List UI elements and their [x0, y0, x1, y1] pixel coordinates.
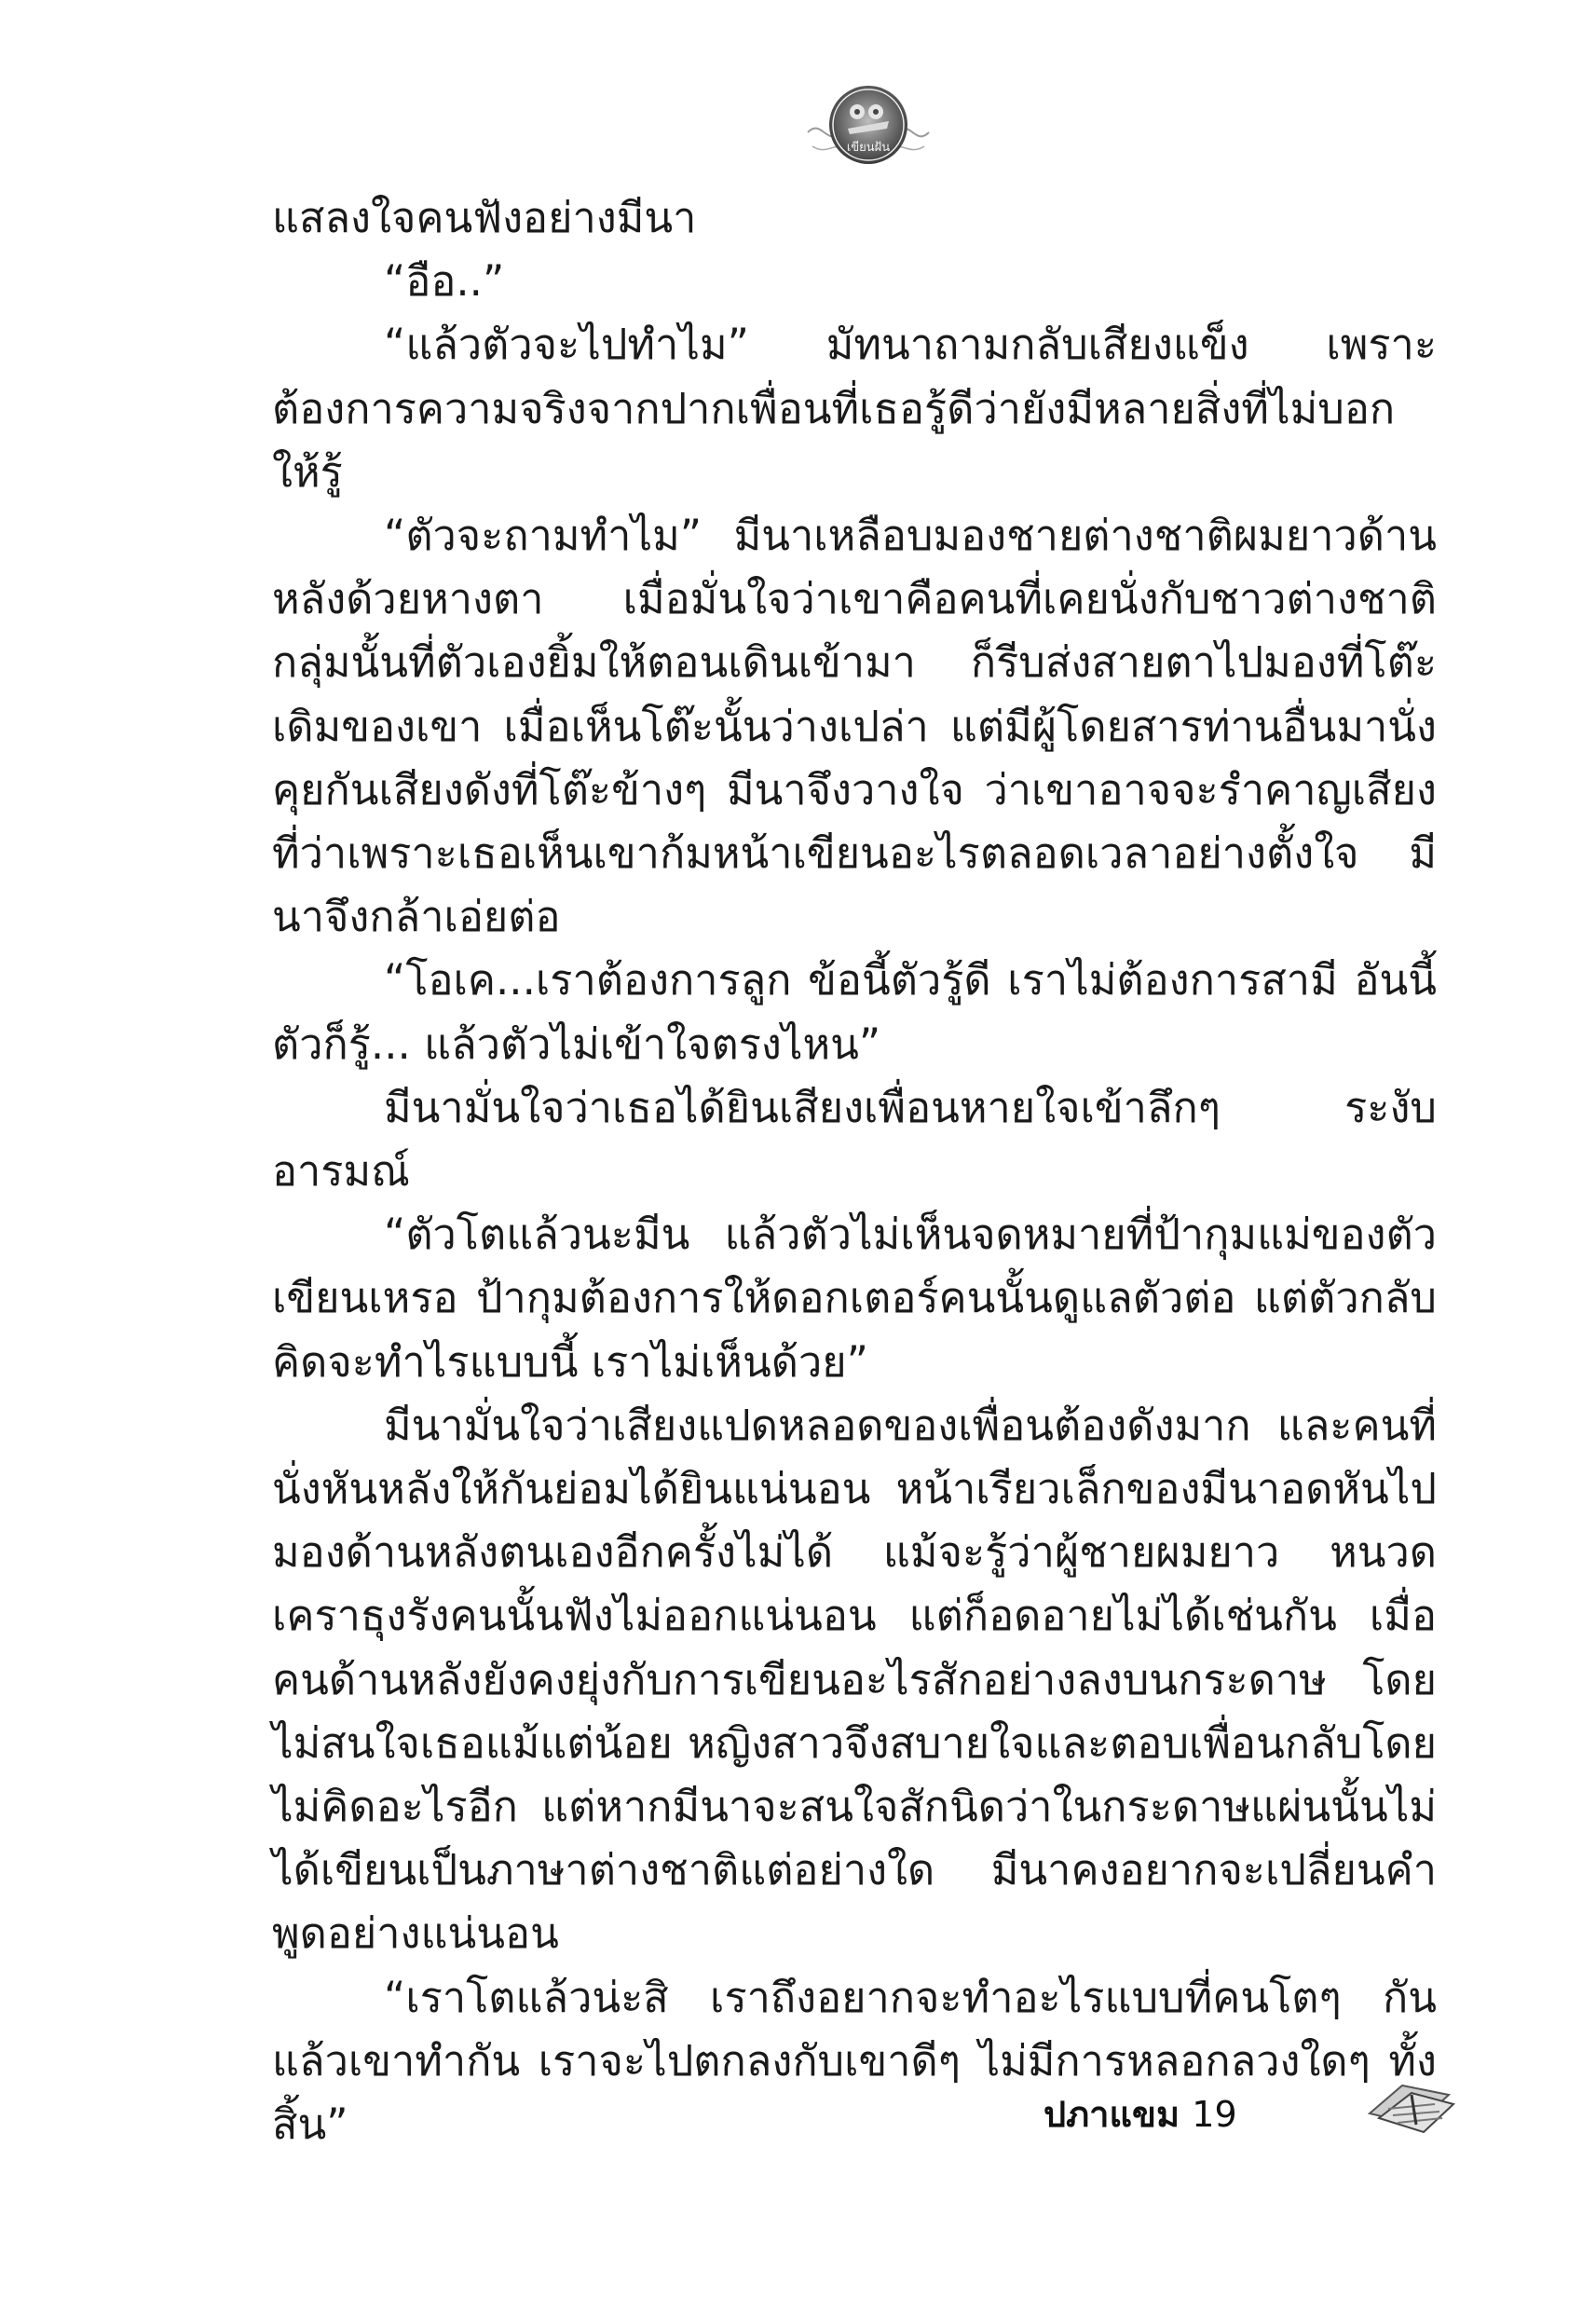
logo-text: เขียนฝัน	[846, 141, 891, 155]
corner-ornament	[1360, 2067, 1463, 2141]
scroll-ornament-icon	[1360, 2067, 1463, 2141]
paragraph: แสลงใจคนฟังอย่างมีนา	[272, 193, 697, 242]
paragraph: มีนามั่นใจว่าเธอได้ยินเสียงเพื่อนหายใจเข้าลึกๆ ระงับอารมณ์	[272, 1082, 1437, 1197]
book-title: ปภาแขม	[1044, 2094, 1180, 2135]
chapter-body	[272, 186, 1437, 2156]
page-footer	[1044, 2085, 1323, 2141]
paragraph: “ตัวจะถามทำไม” มีนาเหลือบมองชายต่างชาติผมยาวด้านหลังด้วยหางตา เมื่อมั่นใจว่าเขาคือคนที่เคยนั่งกับชาวต่างชาติกลุ่มนั้นที่ตัวเองยิ้มให้ตอนเดินเข้ามา ก็รีบส่งสายตาไปมองที่โต๊ะเดิมของเขา เมื่อเห็นโต๊ะนั้นว่างเปล่า แต่มีผู้โดยสารท่านอื่นมานั่งคุยกันเสียงดังที่โต๊ะข้างๆ มีนาจึงวางใจ ว่าเขาอาจจะรำคาญเสียงที่ว่าเพราะเธอเห็นเขาก้มหน้าเขียนอะไรตลอดเวลาอย่างตั้งใจ มีนาจึงกล้าเอ่ยต่อ	[272, 511, 1437, 942]
paragraph: “อือ..”	[384, 256, 505, 307]
paragraph: “แล้วตัวจะไปทำไม” มัทนาถามกลับเสียงแข็ง เพราะต้องการความจริงจากปากเพื่อนที่เธอรู้ดีว่ายังมีหลายสิ่งที่ไม่บอกให้รู้	[272, 320, 1437, 497]
paragraph: “เราโตแล้วน่ะสิ เราถึงอยากจะทำอะไรแบบที่คนโตๆ กันแล้วเขาทำกัน เราจะไปตกลงกับเขาดีๆ ไม่มีการหลอกลวงใดๆ ทั้งสิ้น”	[272, 1972, 1437, 2150]
header-logo	[803, 67, 934, 179]
paragraph: “โอเค...เราต้องการลูก ข้อนี้ตัวรู้ดี เราไม่ต้องการสามี อันนี้ตัวก็รู้... แล้วตัวไม่เข้าใจตรงไหน”	[272, 955, 1437, 1069]
reading-fairy-emblem-icon	[803, 67, 934, 179]
paragraph: มีนามั่นใจว่าเสียงแปดหลอดของเพื่อนต้องดังมาก และคนที่นั่งหันหลังให้กันย่อมได้ยินแน่นอน หน้าเรียวเล็กของมีนาอดหันไปมองด้านหลังตนเองอีกครั้งไม่ได้ แม้จะรู้ว่าผู้ชายผมยาว หนวดเคราธุงรังคนนั้นฟังไม่ออกแน่นอน แต่ก็อดอายไม่ได้เช่นกัน เมื่อคนด้านหลังยังคงยุ่งกับการเขียนอะไรสักอย่างลงบนกระดาษ โดยไม่สนใจเธอแม้แต่น้อย หญิงสาวจึงสบายใจและตอบเพื่อนกลับโดยไม่คิดอะไรอีก แต่หากมีนาจะสนใจสักนิดว่าในกระดาษแผ่นนั้นไม่ได้เขียนเป็นภาษาต่างชาติแต่อย่างใด มีนาคงอยากจะเปลี่ยนคำพูดอย่างแน่นอน	[272, 1400, 1437, 1959]
page-number: 19	[1192, 2094, 1237, 2135]
paragraph: “ตัวโตแล้วนะมีน แล้วตัวไม่เห็นจดหมายที่ป้ากุมแม่ของตัวเขียนเหรอ ป้ากุมต้องการให้ดอกเตอร์คนนั้นดูแลตัวต่อ แต่ตัวกลับคิดจะทำไรแบบนี้ เราไม่เห็นด้วย”	[272, 1210, 1437, 1387]
